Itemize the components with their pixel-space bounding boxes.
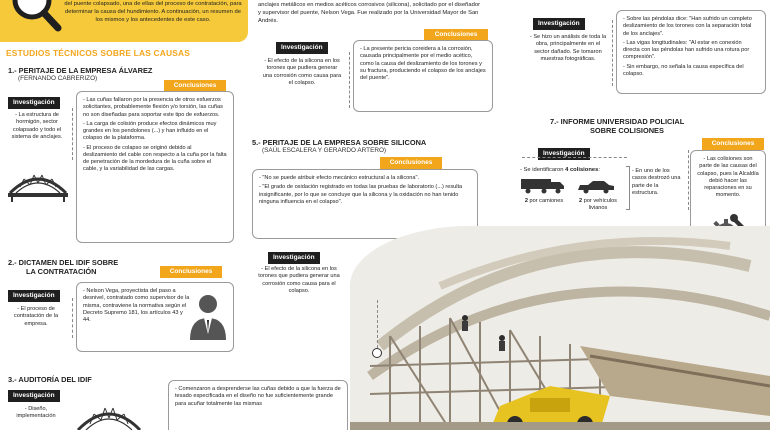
photo-marker-line [377,300,378,348]
study7-collisions-suffix: : [598,167,600,173]
study1-conclusion-2: - La carga de colisión produce efectos dinámicos muy grandes en los pendolones (...) y han influido en el colapso de la plataforma. [83,120,217,142]
study2-investigation-tag: Investigación [8,290,60,302]
study7-side-text: - En uno de los casos destrozó una parte de la estructura. [632,168,681,196]
study6-conclusions-bubble [616,10,766,94]
study4-conclusion-text: - La presente pericia coreidera a la corrosión, causada principalmente por el medio acético, como la causa del deslizamiento de los torones y su fractura, produciendo el colapso de los anclajes del puente". [360,46,486,82]
study6-investigation-text: - Se hizo un análisis de toda la obra, principalmente en el sector dañado. Se tomaron muestras fotográficas. [529,34,607,62]
study5-conclusion-1: - "No se puede atribuir efecto mecánico estructural a la silicona". [259,175,420,181]
study5-title: 5.- PERITAJE DE LA EMPRESA SOBRE SILICONA [252,138,427,147]
study6-conclusion-3: - Sin embargo, no señala la causa específica del colapso. [623,63,744,77]
photo-marker [372,348,382,358]
study7-connector [522,157,627,158]
study7-cars-label: por vehículos livianos [583,198,617,211]
study2-title-2: LA CONTRATACIÓN [26,267,97,276]
section-title: ESTUDIOS TÉCNICOS SOBRE LAS CAUSAS [6,48,191,58]
study4-connector [349,52,350,108]
study7-conclusion-text: - Las colisiones son parte de las causas del colapso, pues la Alcaldía debió hacer las reparaciones en su momento. [697,156,759,199]
study2-title-1: 2.- DICTAMEN DEL IDIF SOBRE [8,258,119,267]
study1-conclusion-3: - El proceso de colapso se originó debido al deslizamiento del cable con respecto a la cuña por la falta de penetración de la mordedura de la cuña sobre el cable, y la variabilidad de las cargas. [83,144,227,173]
study3-investigation-text: - Diseño, implementación [16,406,56,420]
study5-investigation-tag: Investigación [268,252,320,264]
bridge-arch-icon [6,167,70,203]
study1-subtitle: (FERNANDO CABRERIZO) [18,75,98,82]
study4-conclusions-bubble [353,40,493,112]
study5-investigation-text: - El efecto de la silicona en los torones que pudiera generar una corrosión como causa para el colapso. [258,266,340,294]
study1-connector [72,108,73,160]
study4-investigation-tag: Investigación [276,42,328,54]
intro-text: del puente colapsado, una de ellas del proceso de contratación, para determinar la causa del hundimiento. A continuación, un resumen de los mismos y los antecedentes de este caso. [64,1,242,23]
study7-cars-count: 2 [579,198,583,204]
study5-conclusions-tag: Conclusiones [380,157,442,169]
car-icon [576,180,616,194]
study7-title-1: 7.- INFORME UNIVERSIDAD POLICIAL [550,117,685,126]
study6-connector [612,20,613,86]
supervisor-avatar-icon [188,290,228,340]
study7-trucks-label: por camiones [529,198,564,204]
bridge-arch-icon-2 [74,398,144,430]
study7-conclusions-tag: Conclusiones [702,138,764,150]
study7-trucks [516,198,572,205]
study7-trucks-count: 2 [524,198,528,204]
top-center-text: anclajes metálicos en medios acéticos corrosivos (silicona), solicitado por el diseñador y supervisor del puente, Nelson Vega. Fue realizado por la Universidad Mayor de San Andrés. [258,2,480,24]
study4-investigation-text: - El efecto de la silicona en los torones que pudiera generar una corrosión como causa para el colapso. [262,58,342,86]
study2-investigation-text: - El proceso de contratación de la empresa. [13,306,59,327]
study3-conclusion-text: - Comenzaron a desprenderse las cuñas debido a que la fuerza de tesado especificada en el diseño no fue suficientemente grande para acuñar totalmente las mismas [175,386,341,407]
study7-investigation-tag: Investigación [538,148,590,160]
study3-investigation-tag: Investigación [8,390,60,402]
study1-investigation-text: - La estructura de hormigón, sector colapsado y todo el sistema de anclajes. [11,112,63,140]
study1-conclusions-tag: Conclusiones [164,80,226,92]
study1-title: 1.- PERITAJE DE LA EMPRESA ÁLVAREZ [8,66,153,75]
study5-subtitle: (SAÚL ESCALERA Y GERARDO ARTERO) [262,147,387,154]
study5-conclusion-2: - "El grado de oxidación registrado en todas las pruebas de laboratorio (...) resulta insignificante, por lo que se concluye que la silicona y la oxidación no han tenido ninguna influencia en el colapso". [259,184,463,205]
study7-cars [572,198,624,212]
study7-collisions-count: 4 colisiones [565,167,599,173]
study1-conclusions-bubble [76,91,234,243]
study1-investigation-tag: Investigación [8,97,60,109]
study2-conclusion-text: - Nelson Vega, proyectista del paso a desnivel, contratado como supervisor de la misma, contraviene la normativa según el Decreto Supremo 181, los artículos 43 y 44. [83,288,190,324]
study7-collisions-prefix: - Se identificaron [520,167,566,173]
study6-conclusion-1: - Sobre las péndolas dice: "Han sufrido un completo deslizamiento de los torones con la separación total de los anclajes". [623,16,752,37]
study6-investigation-tag: Investigación [533,18,585,30]
study6-conclusion-2: - Las vigas longitudinales: "Al estar en conexión directa con las péndolas han sufrido una rotura por compresión". [623,39,750,61]
study4-conclusions-tag: Conclusiones [424,29,488,41]
study3-conclusions-bubble [168,380,348,430]
study2-conclusions-tag: Conclusiones [160,266,222,278]
collapsed-bridge-illustration [350,226,770,430]
study7-connector-2 [688,150,689,210]
truck-icon [520,178,566,194]
magnifier-icon [6,0,66,36]
study1-conclusion-1: - Las cuñas fallaron por la presencia de otros esfuerzos solicitantes, probablemente flexión y/o torsión, las cuñas no son diseñadas para soportar este tipo de esfuerzos. [83,97,223,118]
study2-connector [72,298,73,338]
collapsed-bridge-photo [350,226,770,430]
study7-collisions-line [520,167,626,174]
study7-bracket [626,166,630,210]
study7-title-2: SOBRE COLISIONES [590,126,664,135]
study3-title: 3.- AUDITORÍA DEL IDIF [8,375,92,384]
